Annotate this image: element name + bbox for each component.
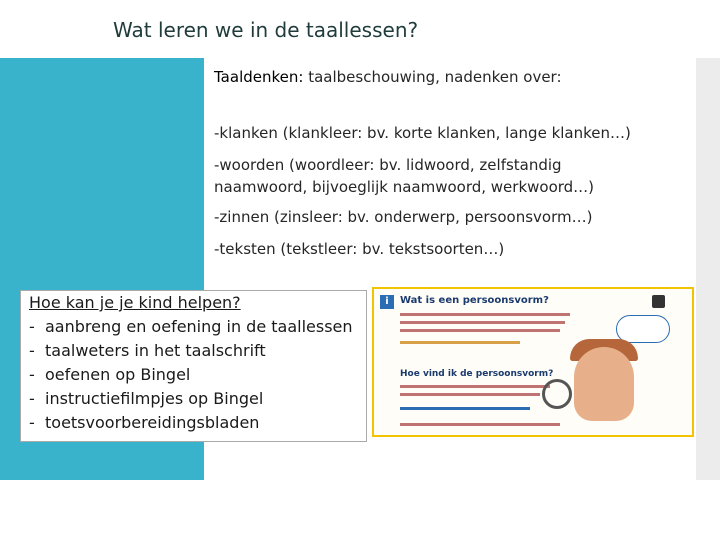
- taaldenken-item-klanken: -klanken (klankleer: bv. korte klanken, lange klanken…): [214, 124, 631, 142]
- excerpt-subheading: Hoe vind ik de persoonsvorm?: [400, 369, 554, 379]
- excerpt-text-line: [400, 313, 570, 316]
- excerpt-text-line: [400, 423, 560, 426]
- help-item: [29, 363, 353, 387]
- info-icon: i: [380, 295, 394, 309]
- help-title: Hoe kan je je kind helpen?: [29, 293, 241, 312]
- help-list: [29, 315, 353, 435]
- help-item-text: oefenen op Bingel: [45, 365, 191, 384]
- help-item: [29, 339, 353, 363]
- help-item-text: taalweters in het taalschrift: [45, 341, 266, 360]
- excerpt-text-line: [400, 341, 520, 344]
- dash-bullet: -: [29, 317, 35, 336]
- help-item: [29, 411, 353, 435]
- help-item-text: instructiefilmpjes op Bingel: [45, 389, 264, 408]
- magnifying-glass-icon: [542, 379, 572, 409]
- dash-bullet: -: [29, 389, 35, 408]
- speech-bubble: [616, 315, 670, 343]
- excerpt-text-line: [400, 321, 565, 324]
- help-item-text: toetsvoorbereidingsbladen: [45, 413, 260, 432]
- book-badge-icon: [652, 295, 665, 308]
- help-item: [29, 315, 353, 339]
- taaldenken-item-woorden: -woorden (woordleer: bv. lidwoord, zelfstandig naamwoord, bijvoeglijk naamwoord, werkwoord…): [214, 156, 595, 196]
- dash-bullet: -: [29, 365, 35, 384]
- excerpt-text-line: [400, 385, 550, 388]
- taaldenken-item-teksten: -teksten (tekstleer: bv. tekstsoorten…): [214, 240, 505, 258]
- slide-title: Wat leren we in de taallessen?: [113, 18, 419, 42]
- gray-right-strip: [696, 58, 720, 480]
- taaldenken-intro-text: taalbeschouwing, nadenken over:: [308, 68, 562, 86]
- dash-bullet: -: [29, 341, 35, 360]
- help-item: [29, 387, 353, 411]
- excerpt-text-line: [400, 407, 530, 410]
- taaldenken-item-zinnen: -zinnen (zinsleer: bv. onderwerp, persoonsvorm…): [214, 208, 593, 226]
- excerpt-heading: Wat is een persoonsvorm?: [400, 295, 549, 306]
- textbook-excerpt-image: [372, 287, 694, 437]
- help-box: [20, 290, 367, 442]
- taaldenken-intro: [214, 66, 684, 88]
- excerpt-text-line: [400, 393, 540, 396]
- detective-face-icon: [574, 347, 634, 421]
- excerpt-text-line: [400, 329, 560, 332]
- taaldenken-heading: Taaldenken:: [214, 68, 304, 86]
- help-item-text: aanbreng en oefening in de taallessen: [45, 317, 353, 336]
- dash-bullet: -: [29, 413, 35, 432]
